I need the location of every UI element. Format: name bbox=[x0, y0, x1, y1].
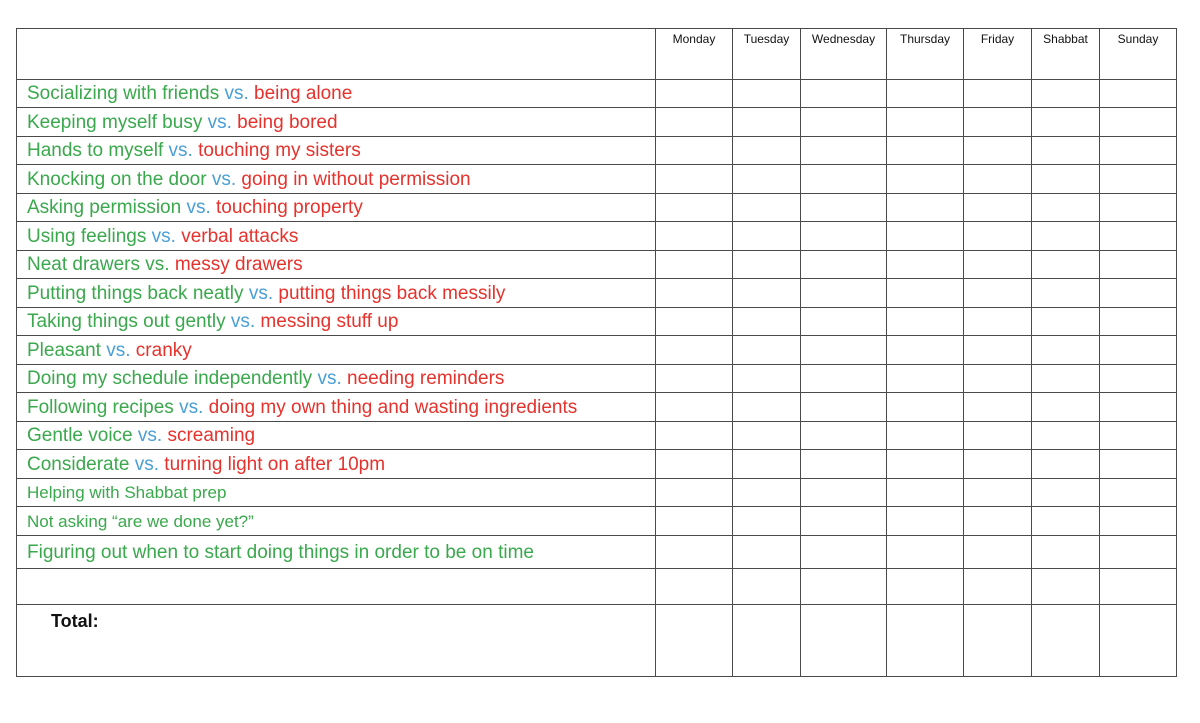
behavior-friday-cell[interactable] bbox=[964, 336, 1032, 365]
desired-behavior-text: Pleasant bbox=[27, 339, 101, 361]
versus-text: vs. bbox=[207, 111, 232, 133]
behavior-friday-cell[interactable] bbox=[964, 137, 1032, 165]
desired-behavior-text: Socializing with friends bbox=[27, 83, 220, 104]
behavior-monday-cell[interactable] bbox=[656, 308, 733, 336]
day-header-friday: Friday bbox=[964, 29, 1032, 80]
behavior-tuesday-cell[interactable] bbox=[733, 336, 801, 365]
behavior-sunday-cell[interactable] bbox=[1100, 279, 1177, 308]
behavior-friday-cell[interactable] bbox=[964, 507, 1032, 536]
behavior-label-cell bbox=[17, 365, 656, 393]
behavior-wednesday-cell[interactable] bbox=[801, 251, 887, 279]
behavior-tuesday-cell[interactable] bbox=[733, 450, 801, 479]
behavior-tuesday-cell[interactable] bbox=[733, 507, 801, 536]
behavior-label-cell bbox=[17, 137, 656, 165]
behavior-thursday-cell[interactable] bbox=[887, 194, 964, 222]
behavior-shabbat-cell[interactable] bbox=[1032, 422, 1100, 450]
desired-behavior-text: Keeping myself busy bbox=[27, 111, 203, 133]
behavior-shabbat-cell[interactable] bbox=[1032, 479, 1100, 507]
behavior-wednesday-cell[interactable] bbox=[801, 450, 887, 479]
desired-behavior-text: Following recipes bbox=[27, 396, 174, 418]
behavior-tuesday-cell[interactable] bbox=[733, 80, 801, 108]
behavior-shabbat-cell[interactable] bbox=[1032, 222, 1100, 251]
behavior-tuesday-cell[interactable] bbox=[733, 108, 801, 137]
behavior-thursday-cell[interactable] bbox=[887, 108, 964, 137]
desired-behavior-text: Gentle voice bbox=[27, 425, 133, 446]
behavior-label-cell bbox=[17, 393, 656, 422]
behavior-row bbox=[17, 393, 1177, 422]
behavior-chart-table bbox=[16, 28, 1177, 677]
behavior-monday-cell[interactable] bbox=[656, 507, 733, 536]
behavior-tuesday-cell[interactable] bbox=[733, 251, 801, 279]
versus-text: vs. bbox=[211, 168, 237, 190]
behavior-thursday-cell[interactable] bbox=[887, 308, 964, 336]
behavior-sunday-cell[interactable] bbox=[1100, 336, 1177, 365]
behavior-friday-cell[interactable] bbox=[964, 393, 1032, 422]
behavior-shabbat-cell[interactable] bbox=[1032, 279, 1100, 308]
behavior-friday-cell[interactable] bbox=[964, 450, 1032, 479]
behavior-thursday-cell[interactable] bbox=[887, 507, 964, 536]
behavior-tuesday-cell[interactable] bbox=[733, 194, 801, 222]
behavior-wednesday-cell[interactable] bbox=[801, 507, 887, 536]
behavior-sunday-cell[interactable] bbox=[1100, 251, 1177, 279]
behavior-friday-cell[interactable] bbox=[964, 422, 1032, 450]
behavior-tuesday-cell[interactable] bbox=[733, 422, 801, 450]
behavior-tuesday-cell[interactable] bbox=[733, 279, 801, 308]
behavior-shabbat-cell[interactable] bbox=[1032, 165, 1100, 194]
versus-text: vs. bbox=[317, 368, 342, 389]
undesired-behavior-text: screaming bbox=[167, 425, 256, 446]
undesired-behavior-text: turning light on after 10pm bbox=[164, 453, 386, 475]
behavior-label-cell bbox=[17, 422, 656, 450]
behavior-wednesday-cell[interactable] bbox=[801, 479, 887, 507]
behavior-row bbox=[17, 536, 1177, 569]
behavior-shabbat-cell[interactable] bbox=[1032, 194, 1100, 222]
desired-behavior-text: Helping with Shabbat prep bbox=[27, 483, 227, 502]
behavior-sunday-cell[interactable] bbox=[1100, 393, 1177, 422]
behavior-sunday-cell[interactable] bbox=[1100, 450, 1177, 479]
undesired-behavior-text: going in without permission bbox=[241, 168, 471, 190]
behavior-thursday-cell[interactable] bbox=[887, 80, 964, 108]
behavior-label-cell bbox=[17, 279, 656, 308]
behavior-thursday-cell[interactable] bbox=[887, 422, 964, 450]
header-row bbox=[17, 29, 1177, 80]
behavior-label-cell bbox=[17, 194, 656, 222]
behavior-row bbox=[17, 165, 1177, 194]
versus-text: vs. bbox=[186, 197, 211, 218]
behavior-tuesday-cell[interactable] bbox=[733, 536, 801, 569]
behavior-thursday-cell[interactable] bbox=[887, 279, 964, 308]
behavior-thursday-cell[interactable] bbox=[887, 137, 964, 165]
versus-text: vs. bbox=[134, 453, 160, 475]
desired-behavior-text: Considerate bbox=[27, 453, 130, 475]
behavior-shabbat-cell[interactable] bbox=[1032, 507, 1100, 536]
behavior-wednesday-cell[interactable] bbox=[801, 222, 887, 251]
behavior-thursday-cell[interactable] bbox=[887, 393, 964, 422]
empty-sunday-cell[interactable] bbox=[1100, 569, 1177, 605]
behavior-row bbox=[17, 308, 1177, 336]
total-label: Total: bbox=[17, 605, 656, 677]
behavior-row bbox=[17, 507, 1177, 536]
behavior-sunday-cell[interactable] bbox=[1100, 222, 1177, 251]
undesired-behavior-text: verbal attacks bbox=[181, 225, 299, 247]
behavior-monday-cell[interactable] bbox=[656, 336, 733, 365]
behavior-monday-cell[interactable] bbox=[656, 80, 733, 108]
versus-text: vs. bbox=[137, 425, 163, 446]
behavior-monday-cell[interactable] bbox=[656, 194, 733, 222]
behavior-tuesday-cell[interactable] bbox=[733, 137, 801, 165]
behavior-sunday-cell[interactable] bbox=[1100, 365, 1177, 393]
behavior-sunday-cell[interactable] bbox=[1100, 108, 1177, 137]
behavior-monday-cell[interactable] bbox=[656, 165, 733, 194]
undesired-behavior-text: putting things back messily bbox=[278, 282, 506, 304]
behavior-wednesday-cell[interactable] bbox=[801, 393, 887, 422]
empty-friday-cell[interactable] bbox=[964, 569, 1032, 605]
behavior-wednesday-cell[interactable] bbox=[801, 536, 887, 569]
behavior-sunday-cell[interactable] bbox=[1100, 479, 1177, 507]
behavior-label-cell bbox=[17, 536, 656, 569]
desired-behavior-text: Knocking on the door bbox=[27, 168, 207, 190]
behavior-row bbox=[17, 450, 1177, 479]
behavior-wednesday-cell[interactable] bbox=[801, 279, 887, 308]
desired-behavior-text: Taking things out gently bbox=[27, 311, 226, 332]
behavior-thursday-cell[interactable] bbox=[887, 536, 964, 569]
total-wednesday-cell[interactable] bbox=[801, 605, 887, 677]
behavior-monday-cell[interactable] bbox=[656, 279, 733, 308]
behavior-wednesday-cell[interactable] bbox=[801, 194, 887, 222]
behavior-shabbat-cell[interactable] bbox=[1032, 336, 1100, 365]
header-blank-cell bbox=[17, 29, 656, 80]
behavior-wednesday-cell[interactable] bbox=[801, 422, 887, 450]
versus-text: vs. bbox=[224, 83, 249, 104]
total-monday-cell[interactable] bbox=[656, 605, 733, 677]
desired-behavior-text: Putting things back neatly bbox=[27, 282, 244, 304]
behavior-shabbat-cell[interactable] bbox=[1032, 450, 1100, 479]
behavior-label-cell bbox=[17, 251, 656, 279]
total-row bbox=[17, 605, 1177, 677]
behavior-friday-cell[interactable] bbox=[964, 479, 1032, 507]
behavior-monday-cell[interactable] bbox=[656, 222, 733, 251]
behavior-shabbat-cell[interactable] bbox=[1032, 536, 1100, 569]
behavior-monday-cell[interactable] bbox=[656, 450, 733, 479]
behavior-row bbox=[17, 479, 1177, 507]
behavior-monday-cell[interactable] bbox=[656, 137, 733, 165]
versus-text: vs. bbox=[248, 282, 274, 304]
behavior-thursday-cell[interactable] bbox=[887, 479, 964, 507]
behavior-thursday-cell[interactable] bbox=[887, 222, 964, 251]
desired-behavior-text: Hands to myself bbox=[27, 140, 164, 161]
behavior-label-cell bbox=[17, 479, 656, 507]
behavior-tuesday-cell[interactable] bbox=[733, 165, 801, 194]
behavior-shabbat-cell[interactable] bbox=[1032, 308, 1100, 336]
behavior-thursday-cell[interactable] bbox=[887, 336, 964, 365]
day-header-shabbat: Shabbat bbox=[1032, 29, 1100, 80]
total-sunday-cell[interactable] bbox=[1100, 605, 1177, 677]
behavior-label-cell bbox=[17, 80, 656, 108]
behavior-label-cell bbox=[17, 308, 656, 336]
behavior-label-cell bbox=[17, 108, 656, 137]
behavior-thursday-cell[interactable] bbox=[887, 365, 964, 393]
behavior-friday-cell[interactable] bbox=[964, 279, 1032, 308]
behavior-shabbat-cell[interactable] bbox=[1032, 365, 1100, 393]
behavior-row bbox=[17, 108, 1177, 137]
behavior-sunday-cell[interactable] bbox=[1100, 422, 1177, 450]
versus-text: vs. bbox=[168, 140, 193, 161]
empty-thursday-cell[interactable] bbox=[887, 569, 964, 605]
behavior-monday-cell[interactable] bbox=[656, 108, 733, 137]
undesired-behavior-text: messy drawers bbox=[174, 254, 303, 275]
behavior-wednesday-cell[interactable] bbox=[801, 308, 887, 336]
desired-behavior-text: Figuring out when to start doing things in order to be on time bbox=[27, 541, 534, 563]
behavior-tuesday-cell[interactable] bbox=[733, 365, 801, 393]
undesired-behavior-text: touching my sisters bbox=[198, 140, 361, 161]
behavior-thursday-cell[interactable] bbox=[887, 251, 964, 279]
behavior-thursday-cell[interactable] bbox=[887, 165, 964, 194]
behavior-monday-cell[interactable] bbox=[656, 393, 733, 422]
behavior-friday-cell[interactable] bbox=[964, 365, 1032, 393]
undesired-behavior-text: cranky bbox=[135, 339, 192, 361]
behavior-sunday-cell[interactable] bbox=[1100, 507, 1177, 536]
versus-text: vs. bbox=[145, 254, 170, 275]
behavior-row bbox=[17, 422, 1177, 450]
undesired-behavior-text: being bored bbox=[237, 111, 338, 133]
behavior-wednesday-cell[interactable] bbox=[801, 336, 887, 365]
day-header-tuesday: Tuesday bbox=[733, 29, 801, 80]
versus-text: vs. bbox=[151, 225, 176, 247]
behavior-tuesday-cell[interactable] bbox=[733, 308, 801, 336]
behavior-row bbox=[17, 137, 1177, 165]
behavior-sunday-cell[interactable] bbox=[1100, 308, 1177, 336]
behavior-wednesday-cell[interactable] bbox=[801, 80, 887, 108]
behavior-monday-cell[interactable] bbox=[656, 251, 733, 279]
behavior-thursday-cell[interactable] bbox=[887, 450, 964, 479]
behavior-friday-cell[interactable] bbox=[964, 222, 1032, 251]
behavior-friday-cell[interactable] bbox=[964, 194, 1032, 222]
behavior-wednesday-cell[interactable] bbox=[801, 108, 887, 137]
empty-label-cell bbox=[17, 569, 656, 605]
desired-behavior-text: Neat drawers bbox=[27, 254, 140, 275]
desired-behavior-text: Not asking “are we done yet?” bbox=[27, 511, 254, 531]
behavior-label-cell bbox=[17, 336, 656, 365]
behavior-shabbat-cell[interactable] bbox=[1032, 137, 1100, 165]
behavior-friday-cell[interactable] bbox=[964, 80, 1032, 108]
desired-behavior-text: Asking permission bbox=[27, 197, 182, 218]
behavior-row bbox=[17, 80, 1177, 108]
behavior-wednesday-cell[interactable] bbox=[801, 365, 887, 393]
behavior-friday-cell[interactable] bbox=[964, 308, 1032, 336]
behavior-sunday-cell[interactable] bbox=[1100, 536, 1177, 569]
total-thursday-cell[interactable] bbox=[887, 605, 964, 677]
behavior-row bbox=[17, 279, 1177, 308]
behavior-wednesday-cell[interactable] bbox=[801, 165, 887, 194]
behavior-row bbox=[17, 194, 1177, 222]
behavior-shabbat-cell[interactable] bbox=[1032, 80, 1100, 108]
empty-shabbat-cell[interactable] bbox=[1032, 569, 1100, 605]
behavior-friday-cell[interactable] bbox=[964, 108, 1032, 137]
undesired-behavior-text: being alone bbox=[254, 83, 353, 104]
day-header-monday: Monday bbox=[656, 29, 733, 80]
undesired-behavior-text: doing my own thing and wasting ingredients bbox=[208, 396, 578, 418]
behavior-tuesday-cell[interactable] bbox=[733, 479, 801, 507]
empty-wednesday-cell[interactable] bbox=[801, 569, 887, 605]
day-header-thursday: Thursday bbox=[887, 29, 964, 80]
behavior-tuesday-cell[interactable] bbox=[733, 393, 801, 422]
behavior-sunday-cell[interactable] bbox=[1100, 80, 1177, 108]
behavior-label-cell bbox=[17, 165, 656, 194]
behavior-monday-cell[interactable] bbox=[656, 365, 733, 393]
behavior-shabbat-cell[interactable] bbox=[1032, 393, 1100, 422]
desired-behavior-text: Doing my schedule independently bbox=[27, 368, 313, 389]
behavior-sunday-cell[interactable] bbox=[1100, 194, 1177, 222]
behavior-label-cell bbox=[17, 507, 656, 536]
behavior-sunday-cell[interactable] bbox=[1100, 137, 1177, 165]
behavior-row bbox=[17, 251, 1177, 279]
undesired-behavior-text: touching property bbox=[216, 197, 363, 218]
total-tuesday-cell[interactable] bbox=[733, 605, 801, 677]
desired-behavior-text: Using feelings bbox=[27, 225, 147, 247]
empty-tuesday-cell[interactable] bbox=[733, 569, 801, 605]
behavior-monday-cell[interactable] bbox=[656, 479, 733, 507]
empty-row bbox=[17, 569, 1177, 605]
behavior-friday-cell[interactable] bbox=[964, 251, 1032, 279]
versus-text: vs. bbox=[230, 311, 256, 332]
behavior-monday-cell[interactable] bbox=[656, 536, 733, 569]
versus-text: vs. bbox=[179, 396, 204, 418]
day-header-sunday: Sunday bbox=[1100, 29, 1177, 80]
behavior-shabbat-cell[interactable] bbox=[1032, 108, 1100, 137]
total-friday-cell[interactable] bbox=[964, 605, 1032, 677]
behavior-shabbat-cell[interactable] bbox=[1032, 251, 1100, 279]
empty-monday-cell[interactable] bbox=[656, 569, 733, 605]
behavior-wednesday-cell[interactable] bbox=[801, 137, 887, 165]
behavior-row bbox=[17, 365, 1177, 393]
behavior-friday-cell[interactable] bbox=[964, 536, 1032, 569]
day-header-wednesday: Wednesday bbox=[801, 29, 887, 80]
behavior-friday-cell[interactable] bbox=[964, 165, 1032, 194]
behavior-label-cell bbox=[17, 450, 656, 479]
behavior-tuesday-cell[interactable] bbox=[733, 222, 801, 251]
undesired-behavior-text: needing reminders bbox=[347, 368, 505, 389]
behavior-label-cell bbox=[17, 222, 656, 251]
behavior-sunday-cell[interactable] bbox=[1100, 165, 1177, 194]
undesired-behavior-text: messing stuff up bbox=[260, 311, 399, 332]
behavior-row bbox=[17, 222, 1177, 251]
behavior-row bbox=[17, 336, 1177, 365]
behavior-monday-cell[interactable] bbox=[656, 422, 733, 450]
versus-text: vs. bbox=[106, 339, 131, 361]
total-shabbat-cell[interactable] bbox=[1032, 605, 1100, 677]
